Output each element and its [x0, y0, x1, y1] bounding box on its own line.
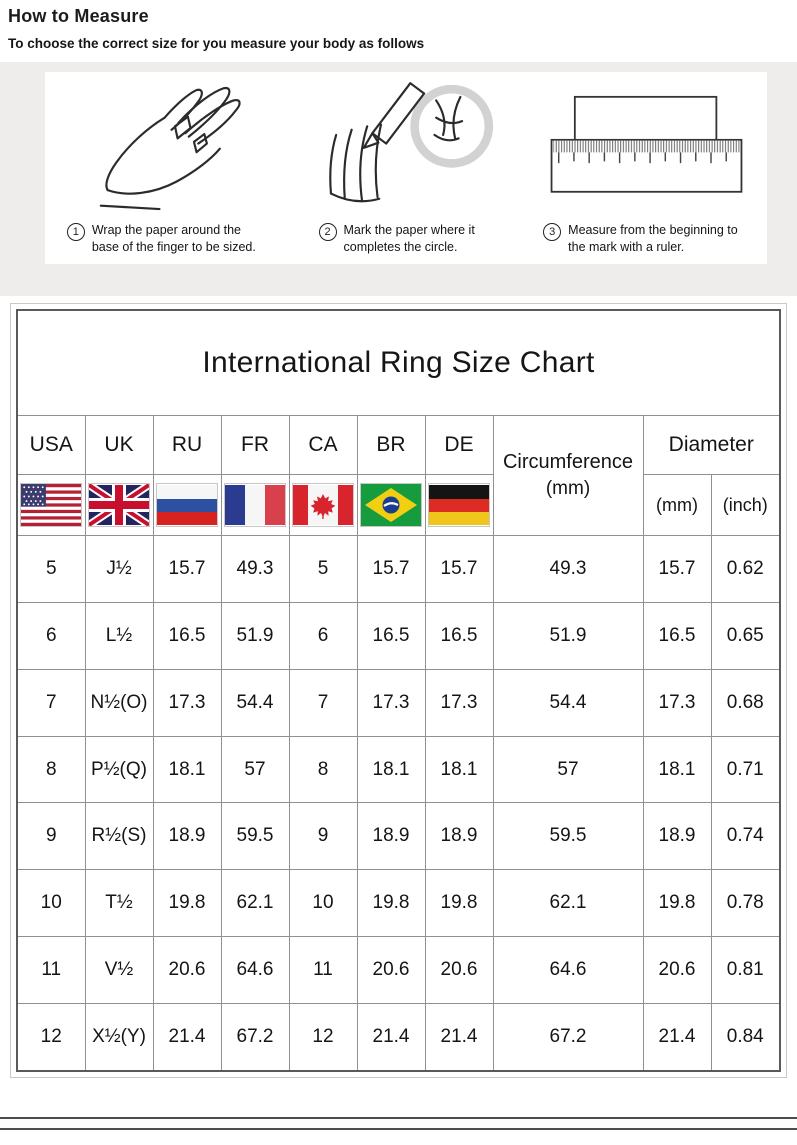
step-caption: Measure from the beginning to the mark with a ruler. — [568, 222, 738, 254]
brazil-flag-icon — [360, 483, 422, 527]
column-header-circumference — [493, 416, 643, 536]
size-cell: 5 — [289, 536, 357, 603]
usa-flag-icon — [20, 483, 82, 527]
column-header-ru: RU — [153, 416, 221, 475]
usa-flag-cell — [17, 475, 85, 536]
size-cell: 54.4 — [493, 669, 643, 736]
size-cell: 16.5 — [357, 602, 425, 669]
size-cell: P½(Q) — [85, 736, 153, 803]
size-cell: 18.9 — [425, 803, 493, 870]
size-cell: 49.3 — [221, 536, 289, 603]
size-cell: R½(S) — [85, 803, 153, 870]
table-row — [17, 1004, 780, 1071]
table-row — [17, 602, 780, 669]
size-cell: 20.6 — [643, 937, 711, 1004]
size-cell: 21.4 — [357, 1004, 425, 1071]
size-cell: 18.1 — [643, 736, 711, 803]
size-cell: 21.4 — [425, 1004, 493, 1071]
size-cell: 18.1 — [425, 736, 493, 803]
size-cell: 7 — [289, 669, 357, 736]
circumference-label: Circumference — [502, 451, 634, 473]
size-cell: 19.8 — [357, 870, 425, 937]
step-number-badge: 2 — [319, 223, 337, 241]
size-cell: 15.7 — [643, 536, 711, 603]
size-cell: 21.4 — [643, 1004, 711, 1071]
page-header — [8, 6, 789, 51]
size-table-body — [17, 536, 780, 1072]
hand-wrap-icon — [45, 72, 286, 222]
bottom-divider — [0, 1117, 797, 1130]
size-cell: 9 — [289, 803, 357, 870]
ring-size-chart-panel — [10, 303, 787, 1078]
size-cell: 54.4 — [221, 669, 289, 736]
size-cell: 9 — [17, 803, 85, 870]
size-cell: J½ — [85, 536, 153, 603]
size-cell: 18.9 — [643, 803, 711, 870]
column-header-ca: CA — [289, 416, 357, 475]
size-cell: 19.8 — [425, 870, 493, 937]
size-cell: 5 — [17, 536, 85, 603]
column-header-usa: USA — [17, 416, 85, 475]
column-header-fr: FR — [221, 416, 289, 475]
size-cell: 59.5 — [221, 803, 289, 870]
step-caption: Mark the paper where it completes the circle. — [343, 222, 475, 254]
size-cell: 15.7 — [357, 536, 425, 603]
size-cell: 59.5 — [493, 803, 643, 870]
size-cell: 17.3 — [643, 669, 711, 736]
size-cell: 18.1 — [153, 736, 221, 803]
ring-size-table — [16, 309, 781, 1072]
size-cell: 6 — [289, 602, 357, 669]
size-cell: 11 — [289, 937, 357, 1004]
size-cell: 19.8 — [153, 870, 221, 937]
france-flag-icon — [224, 483, 286, 527]
size-cell: 16.5 — [153, 602, 221, 669]
size-cell: N½(O) — [85, 669, 153, 736]
size-cell: 15.7 — [425, 536, 493, 603]
size-cell: 20.6 — [153, 937, 221, 1004]
hand-mark-icon — [286, 72, 527, 222]
size-cell: 11 — [17, 937, 85, 1004]
ruler-icon — [526, 72, 767, 222]
size-cell: 67.2 — [221, 1004, 289, 1071]
france-flag-cell — [221, 475, 289, 536]
size-cell: 10 — [17, 870, 85, 937]
size-cell: 0.68 — [711, 669, 780, 736]
size-cell: 17.3 — [425, 669, 493, 736]
step-number-badge: 1 — [67, 223, 85, 241]
table-row — [17, 736, 780, 803]
size-cell: 15.7 — [153, 536, 221, 603]
step-number-badge: 3 — [543, 223, 561, 241]
size-cell: 67.2 — [493, 1004, 643, 1071]
size-cell: 62.1 — [221, 870, 289, 937]
size-cell: 64.6 — [221, 937, 289, 1004]
size-cell: 8 — [17, 736, 85, 803]
page-title: How to Measure — [8, 6, 149, 26]
size-cell: 0.81 — [711, 937, 780, 1004]
table-row — [17, 870, 780, 937]
size-cell: 20.6 — [425, 937, 493, 1004]
size-cell: L½ — [85, 602, 153, 669]
size-cell: 51.9 — [493, 602, 643, 669]
size-cell: 0.74 — [711, 803, 780, 870]
size-cell: 18.9 — [153, 803, 221, 870]
size-cell: 51.9 — [221, 602, 289, 669]
size-cell: 19.8 — [643, 870, 711, 937]
diameter-mm-header: (mm) — [643, 475, 711, 536]
canada-flag-icon — [292, 483, 354, 527]
uk-flag-cell — [85, 475, 153, 536]
size-cell: 12 — [289, 1004, 357, 1071]
page-subtitle: To choose the correct size for you measure your body as follows — [8, 36, 425, 51]
size-cell: X½(Y) — [85, 1004, 153, 1071]
size-cell: 57 — [221, 736, 289, 803]
size-cell: V½ — [85, 937, 153, 1004]
size-cell: 18.9 — [357, 803, 425, 870]
step-item-1 — [45, 72, 286, 264]
uk-flag-icon — [88, 483, 150, 527]
table-row — [17, 937, 780, 1004]
table-row — [17, 669, 780, 736]
canada-flag-cell — [289, 475, 357, 536]
steps-illustration-box — [45, 72, 767, 264]
size-cell: 0.71 — [711, 736, 780, 803]
diameter-inch-header: (inch) — [711, 475, 780, 536]
size-cell: 64.6 — [493, 937, 643, 1004]
size-cell: 8 — [289, 736, 357, 803]
size-cell: 12 — [17, 1004, 85, 1071]
size-cell: T½ — [85, 870, 153, 937]
brazil-flag-cell — [357, 475, 425, 536]
measure-steps-band — [0, 62, 797, 296]
column-header-uk: UK — [85, 416, 153, 475]
table-row — [17, 803, 780, 870]
size-cell: 0.78 — [711, 870, 780, 937]
size-cell: 10 — [289, 870, 357, 937]
size-cell: 49.3 — [493, 536, 643, 603]
step-item-3 — [526, 72, 767, 264]
russia-flag-cell — [153, 475, 221, 536]
column-header-diameter: Diameter — [643, 416, 780, 475]
germany-flag-cell — [425, 475, 493, 536]
russia-flag-icon — [156, 483, 218, 527]
size-cell: 20.6 — [357, 937, 425, 1004]
germany-flag-icon — [428, 483, 490, 527]
size-cell: 16.5 — [643, 602, 711, 669]
table-row — [17, 536, 780, 603]
size-cell: 62.1 — [493, 870, 643, 937]
size-cell: 0.62 — [711, 536, 780, 603]
column-header-br: BR — [357, 416, 425, 475]
size-cell: 0.65 — [711, 602, 780, 669]
table-title: International Ring Size Chart — [17, 310, 780, 416]
size-cell: 18.1 — [357, 736, 425, 803]
size-cell: 6 — [17, 602, 85, 669]
size-cell: 17.3 — [153, 669, 221, 736]
step-caption: Wrap the paper around the base of the finger to be sized. — [91, 222, 256, 254]
size-cell: 17.3 — [357, 669, 425, 736]
size-cell: 0.84 — [711, 1004, 780, 1071]
column-header-de: DE — [425, 416, 493, 475]
size-cell: 16.5 — [425, 602, 493, 669]
step-item-2 — [286, 72, 527, 264]
size-cell: 21.4 — [153, 1004, 221, 1071]
size-cell: 7 — [17, 669, 85, 736]
circumference-unit: (mm) — [545, 478, 591, 499]
size-cell: 57 — [493, 736, 643, 803]
